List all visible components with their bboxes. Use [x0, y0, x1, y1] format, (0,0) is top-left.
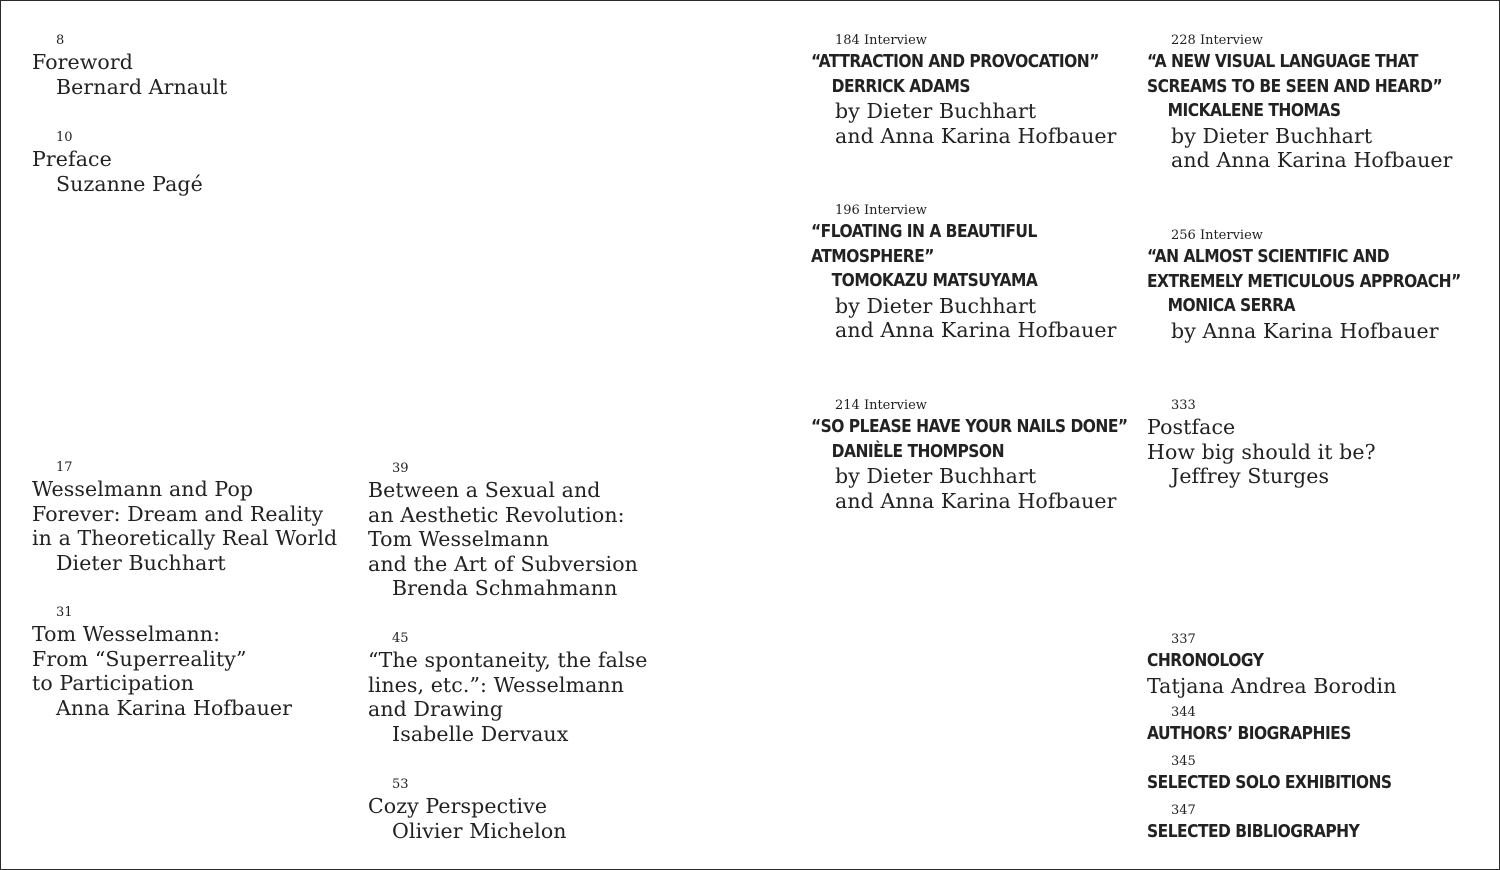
entry-title-line: From “Superreality”	[32, 646, 247, 671]
entry-title-line: Forever: Dream and Reality	[32, 501, 324, 526]
interview-quote: SCREAMS TO BE SEEN AND HEARD”	[1147, 75, 1443, 97]
interview-quote: “FLOATING IN A BEAUTIFUL	[811, 221, 1037, 242]
interview-quote: EXTREMELY METICULOUS APPROACH”	[1147, 270, 1461, 292]
interview-quote: “SO PLEASE HAVE YOUR NAILS DONE”	[811, 416, 1128, 437]
interview-subject: DERRICK ADAMS	[831, 75, 971, 97]
interview-subject: DANIÈLE THOMPSON	[831, 440, 1005, 462]
page-number: 10	[56, 130, 73, 145]
page-number: 347	[1171, 803, 1196, 818]
entry-author: Jeffrey Sturges	[1171, 464, 1330, 488]
page-number: 39	[392, 461, 409, 476]
page-number: 345	[1171, 754, 1196, 769]
page-number: 333	[1171, 398, 1196, 413]
entry-author: Bernard Arnault	[56, 74, 228, 99]
page-number: 8	[56, 33, 65, 48]
entry-author: Dieter Buchhart	[56, 550, 226, 575]
interview-by-line: and Anna Karina Hofbauer	[835, 123, 1117, 148]
interview-by-line: by Dieter Buchhart	[835, 99, 1037, 123]
entry-title-line: Tom Wesselmann:	[32, 622, 221, 646]
toc-entry-foreword	[32, 32, 227, 99]
entry-title-line: lines, etc.”: Wesselmann	[368, 672, 624, 697]
toc-entry-preface	[32, 129, 203, 196]
interview-by-line: by Anna Karina Hofbauer	[1171, 318, 1439, 343]
interview-by-line: and Anna Karina Hofbauer	[835, 488, 1117, 513]
interview-subject: MONICA SERRA	[1167, 295, 1296, 316]
entry-subtitle: How big should it be?	[1147, 439, 1376, 464]
entry-author: Anna Karina Hofbauer	[56, 695, 293, 720]
toc-entry-superreality	[32, 604, 292, 720]
page-label: 184 Interview	[835, 33, 927, 48]
interview-by-line: by Dieter Buchhart	[835, 293, 1037, 318]
page-label: 214 Interview	[835, 398, 927, 413]
interview-by-line: and Anna Karina Hofbauer	[1171, 148, 1453, 172]
entry-author: Brenda Schmahmann	[392, 576, 618, 600]
toc-entry-postface	[1147, 397, 1376, 489]
entry-title-line: Tom Wesselmann	[368, 527, 550, 551]
toc-entry-interview-thomas	[1147, 32, 1490, 173]
entry-title: SELECTED SOLO EXHIBITIONS	[1147, 772, 1392, 793]
entry-title-line: to Participation	[32, 671, 195, 695]
entry-title: Foreword	[32, 50, 133, 74]
toc-entry-authors-biographies	[1147, 704, 1384, 747]
toc-entry-solo-exhibitions	[1147, 753, 1431, 796]
page-number: 45	[392, 631, 409, 646]
interview-quote: “AN ALMOST SCIENTIFIC AND	[1147, 246, 1390, 267]
page-number: 337	[1171, 632, 1196, 647]
toc-entry-chronology	[1147, 631, 1397, 698]
page-label: 256 Interview	[1171, 228, 1263, 243]
entry-title-line: an Aesthetic Revolution:	[368, 502, 625, 527]
interview-subject: TOMOKAZU MATSUYAMA	[831, 270, 1038, 291]
entry-author: Tatjana Andrea Borodin	[1147, 673, 1397, 698]
toc-entry-sexual-aesthetic-revolution	[368, 460, 638, 601]
entry-title: Postface	[1147, 415, 1236, 439]
toc-entry-spontaneity	[368, 630, 647, 746]
toc-entry-bibliography	[1147, 802, 1394, 845]
page-number: 17	[56, 460, 73, 475]
interview-quote: “A NEW VISUAL LANGUAGE THAT	[1147, 51, 1418, 72]
entry-title-line: and Drawing	[368, 697, 504, 721]
page-number: 344	[1171, 705, 1196, 720]
interview-quote: “ATTRACTION AND PROVOCATION”	[811, 51, 1099, 72]
interview-by-line: and Anna Karina Hofbauer	[835, 318, 1117, 342]
entry-title: Cozy Perspective	[368, 794, 548, 818]
entry-title: AUTHORS’ BIOGRAPHIES	[1147, 723, 1351, 744]
entry-title-line: and the Art of Subversion	[368, 551, 638, 576]
toc-entry-cozy-perspective	[368, 776, 567, 843]
entry-title-line: in a Theoretically Real World	[32, 526, 338, 550]
entry-author: Isabelle Dervaux	[392, 721, 569, 746]
interview-quote: ATMOSPHERE”	[811, 245, 934, 267]
entry-title-line: Between a Sexual and	[368, 478, 601, 502]
entry-title: Preface	[32, 147, 112, 171]
entry-title-line: Wesselmann and Pop	[32, 477, 254, 501]
page-number: 53	[392, 777, 409, 792]
entry-title: CHRONOLOGY	[1147, 650, 1264, 671]
entry-author: Olivier Michelon	[392, 818, 567, 843]
interview-by-line: by Dieter Buchhart	[1171, 123, 1373, 148]
toc-entry-interview-matsuyama	[811, 202, 1117, 343]
interview-by-line: by Dieter Buchhart	[835, 464, 1037, 488]
interview-subject: MICKALENE THOMAS	[1167, 100, 1341, 121]
page-label: 228 Interview	[1171, 33, 1263, 48]
toc-entry-interview-serra	[1147, 227, 1500, 343]
entry-title: SELECTED BIBLIOGRAPHY	[1147, 821, 1360, 842]
entry-title-line: “The spontaneity, the false	[368, 648, 648, 672]
page-label: 196 Interview	[835, 203, 927, 218]
entry-author: Suzanne Pagé	[56, 171, 203, 196]
toc-entry-wesselmann-and-pop	[32, 459, 337, 575]
page-number: 31	[56, 605, 73, 620]
toc-entry-interview-thompson	[811, 397, 1179, 513]
toc-entry-interview-adams	[811, 32, 1146, 148]
